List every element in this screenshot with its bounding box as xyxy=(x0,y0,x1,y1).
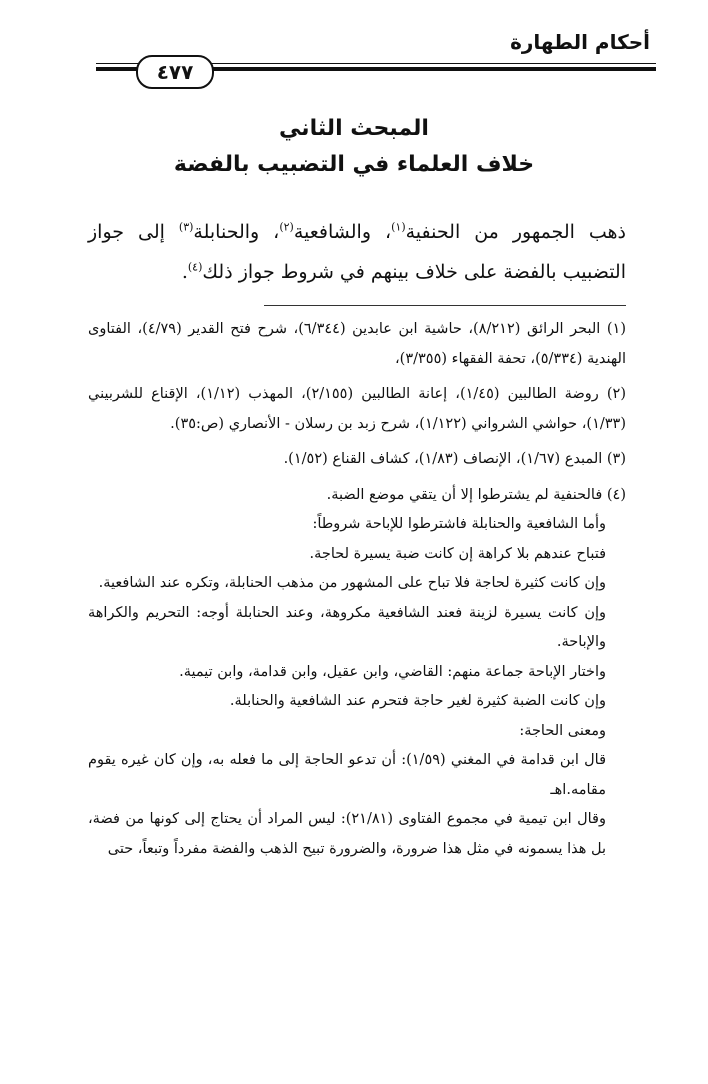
main-text-segment: ، والشافعية xyxy=(293,221,392,243)
footnote-3: (٣) المبدع (١/٦٧)، الإنصاف (١/٨٣)، كشاف القناع (١/٥٢). xyxy=(283,451,626,467)
footnote-line: وإن كانت يسيرة لزينة فعند الشافعية مكروهة، وعند الحنابلة أوجه: التحريم والكراهة والإباحة. xyxy=(88,604,606,650)
footnote-line: وقال ابن تيمية في مجموع الفتاوى (٢١/٨١): ليس المراد أن يحتاج إلى كونها من فضة، بل هذا يسمونه في مثل هذا ضرورة، والضرورة تبيح الذهب والفضة مفرداً وتبعاً، حتى xyxy=(88,811,606,857)
main-text-segment: ، والحنابلة xyxy=(193,221,280,243)
footnote-ref-3[interactable]: (٣) xyxy=(178,220,194,234)
footnote-2: (٢) روضة الطالبين (١/٤٥)، إعانة الطالبين (٢/١٥٥)، المهذب (١/١٢)، الإقناع للشربيني (١/٣٣)، حواشي الشرواني (١/١٢٢)، شرح زبد بن رسلان - الأنصاري (ص:٣٥). xyxy=(88,386,626,432)
footnote-ref-4[interactable]: (٤) xyxy=(187,260,203,274)
chapter-subtitle: خلاف العلماء في التضبيب بالفضة xyxy=(173,152,535,177)
chapter-title: المبحث الثاني xyxy=(279,116,429,141)
footnote-ref-1[interactable]: (١) xyxy=(391,220,406,234)
footnote-line: وأما الشافعية والحنابلة فاشترطوا للإباحة شروطاً: xyxy=(312,516,606,532)
main-text-segment: ذهب الجمهور من الحنفية xyxy=(405,221,627,243)
page-number-badge xyxy=(136,55,214,89)
page-number: ٤٧٧ xyxy=(156,60,194,84)
footnote-line: وإن كانت كثيرة لحاجة فلا تباح على المشهور من مذهب الحنابلة، وتكره عند الشافعية. xyxy=(98,575,606,591)
footnote-ref-2[interactable]: (٢) xyxy=(279,220,294,234)
footnote-line: وإن كانت الضبة كثيرة لغير حاجة فتحرم عند الشافعية والحنابلة. xyxy=(229,693,606,709)
footnote-line: قال ابن قدامة في المغني (١/٥٩): أن تدعو الحاجة إلى ما فعله به، وإن كان غيره يقوم مقامه.اهـ xyxy=(88,752,607,798)
footnotes xyxy=(88,315,626,864)
running-title: أحكام الطهارة xyxy=(510,30,650,54)
main-text-segment: إلى جواز التضبيب بالفضة على خلاف بينهم في شروط جواز ذلك xyxy=(88,221,626,283)
footnote-separator xyxy=(264,305,626,306)
main-paragraph xyxy=(88,212,626,292)
footnote-line: فتباح عندهم بلا كراهة إن كانت ضبة يسيرة لحاجة. xyxy=(309,545,606,562)
footnote-4: (٤) فالحنفية لم يشترطوا إلا أن يتقي موضع الضبة. xyxy=(326,486,626,503)
footnote-line: واختار الإباحة جماعة منهم: القاضي، وابن عقيل، وابن قدامة، وابن تيمية. xyxy=(179,663,606,680)
footnote-1: (١) البحر الرائق (٨/٢١٢)، حاشية ابن عابدين (٦/٣٤٤)، شرح فتح القدير (٤/٧٩)، الفتاوى الهندية (٥/٣٣٤)، تحفة الفقهاء (٣/٣٥٥)، xyxy=(88,321,626,367)
main-paragraph-text xyxy=(88,212,626,292)
footnote-line: ومعنى الحاجة: xyxy=(519,722,606,739)
main-text-segment: . xyxy=(181,261,188,283)
